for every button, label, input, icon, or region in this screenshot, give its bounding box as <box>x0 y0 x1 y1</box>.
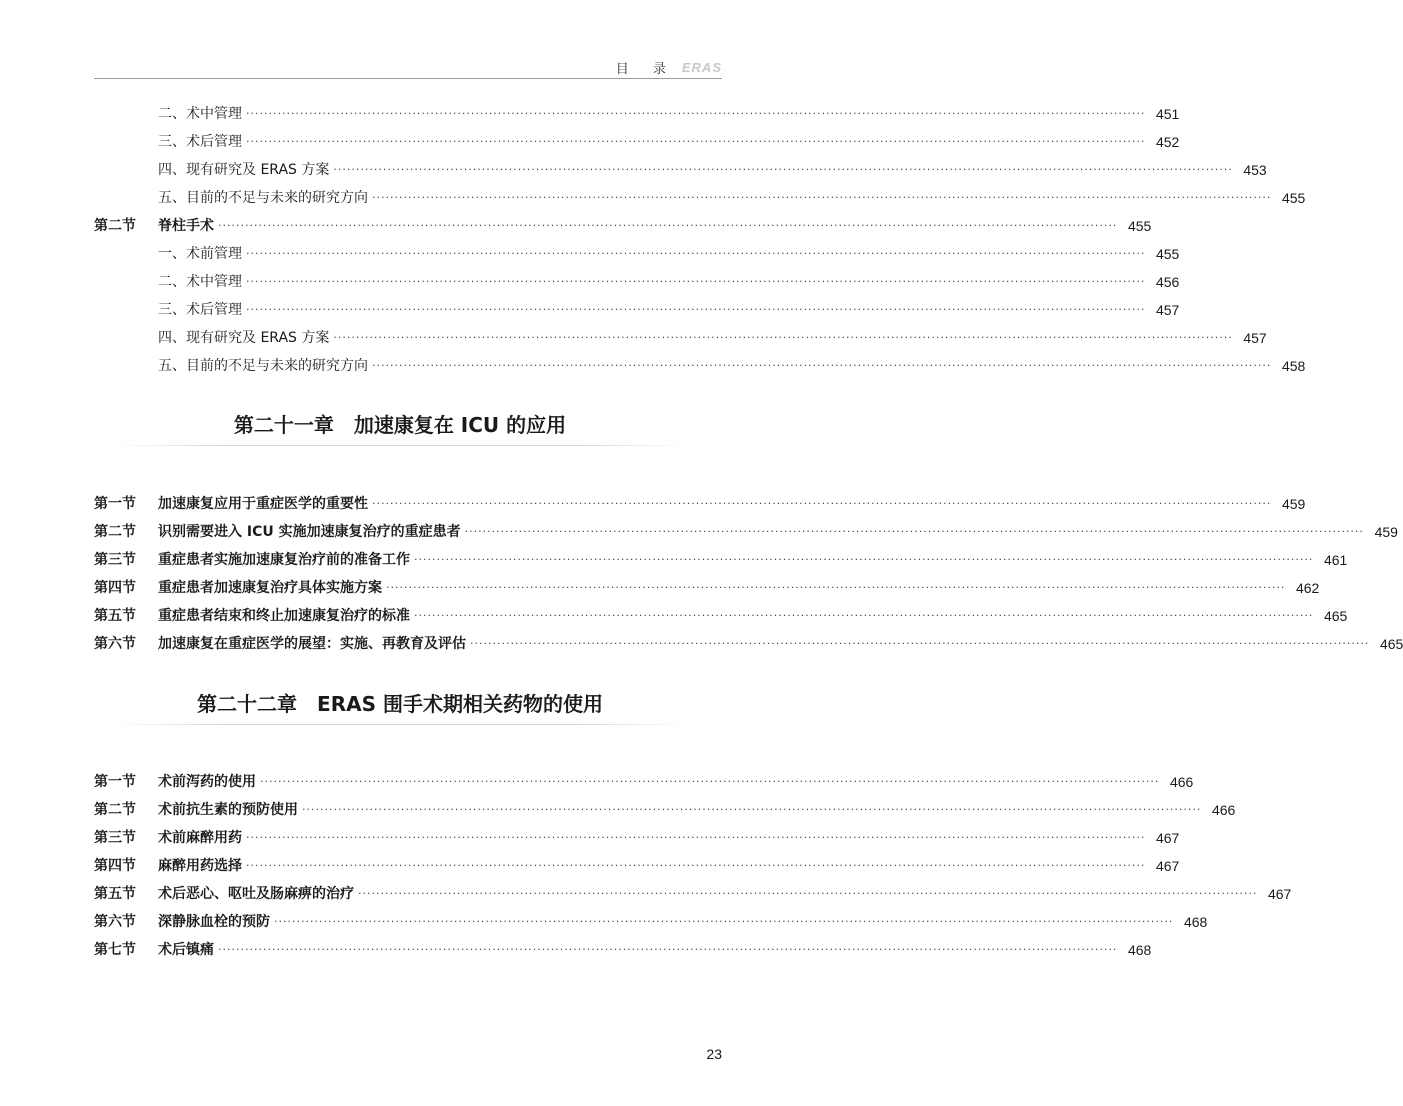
toc-section-number: 第四节 <box>94 580 136 596</box>
toc-section-number: 第五节 <box>94 608 136 624</box>
toc-leader: ········································································································································································································ <box>302 803 1202 816</box>
toc-entry-title: 术后恶心、呕吐及肠麻痹的治疗 <box>158 886 354 902</box>
chapter-22-title[interactable]: 第二十二章 ERAS 围手术期相关药物的使用 <box>197 692 603 716</box>
toc-section-number: 第六节 <box>94 636 136 652</box>
toc-section-number: 第一节 <box>94 774 136 790</box>
toc-leader: ········································································································································································································ <box>414 553 1314 566</box>
chapter-divider <box>110 724 690 725</box>
toc-entry-title: 术前泻药的使用 <box>158 774 256 790</box>
toc-section-entry[interactable] <box>94 214 1152 238</box>
toc-entry-title: 三、术后管理 <box>158 302 242 318</box>
header-title-group <box>616 58 722 77</box>
toc-leader: ········································································································································································································ <box>246 303 1146 316</box>
toc-entry-page: 455 <box>1127 218 1152 234</box>
toc-entry-title: 深静脉血栓的预防 <box>158 914 270 930</box>
toc-section-number: 第四节 <box>94 858 136 874</box>
toc-entry-title: 术前抗生素的预防使用 <box>158 802 298 818</box>
toc-entry-title: 重症患者实施加速康复治疗前的准备工作 <box>158 552 410 568</box>
toc-entry-page: 456 <box>1155 274 1180 290</box>
toc-entry-title: 五、目前的不足与未来的研究方向 <box>158 358 368 374</box>
toc-entry-title: 重症患者结束和终止加速康复治疗的标准 <box>158 608 410 624</box>
toc-leader: ········································································································································································································ <box>372 191 1272 204</box>
toc-entry-title: 麻醉用药选择 <box>158 858 242 874</box>
toc-entry[interactable] <box>158 242 1180 266</box>
toc-entry-page: 452 <box>1155 134 1180 150</box>
toc-entry-title: 二、术中管理 <box>158 106 242 122</box>
toc-entry-title: 重症患者加速康复治疗具体实施方案 <box>158 580 382 596</box>
toc-leader: ········································································································································································································ <box>218 943 1118 956</box>
toc-entry-page: 462 <box>1295 580 1320 596</box>
toc-entry-page: 466 <box>1169 774 1194 790</box>
toc-leader: ········································································································································································································ <box>246 135 1146 148</box>
toc-entry[interactable] <box>158 130 1180 154</box>
toc-leader: ········································································································································································································ <box>414 609 1314 622</box>
toc-leader: ········································································································································································································ <box>372 497 1272 510</box>
toc-leader: ········································································································································································································ <box>260 775 1160 788</box>
toc-entry-title: 四、现有研究及 ERAS 方案 <box>158 162 330 178</box>
chapter-divider <box>110 445 690 446</box>
toc-section-entry[interactable] <box>94 854 1180 878</box>
toc-entry-page: 458 <box>1281 358 1306 374</box>
toc-section-entry[interactable] <box>94 548 1348 572</box>
toc-section-number: 第一节 <box>94 496 136 512</box>
toc-leader: ········································································································································································································ <box>246 859 1146 872</box>
toc-entry[interactable] <box>158 298 1180 322</box>
toc-section-number: 第二节 <box>94 524 136 540</box>
toc-entry-title: 一、术前管理 <box>158 246 242 262</box>
toc-entry-page: 461 <box>1323 552 1348 568</box>
toc-entry[interactable] <box>158 158 1267 182</box>
toc-entry-title: 加速康复应用于重症医学的重要性 <box>158 496 368 512</box>
header-title: 目 录 <box>615 62 676 77</box>
chapter-21-title[interactable]: 第二十一章 加速康复在 ICU 的应用 <box>233 413 567 437</box>
toc-section-entry[interactable] <box>94 798 1236 822</box>
header-brand-logo: ERAS <box>681 60 722 75</box>
toc-entry-title: 术后镇痛 <box>158 942 214 958</box>
toc-entry-title: 五、目前的不足与未来的研究方向 <box>158 190 368 206</box>
toc-entry-page: 465 <box>1323 608 1348 624</box>
toc-entry-page: 465 <box>1379 636 1403 652</box>
toc-section-number: 第五节 <box>94 886 136 902</box>
toc-entry-page: 455 <box>1281 190 1306 206</box>
toc-entry-title: 术前麻醉用药 <box>158 830 242 846</box>
toc-entry-page: 466 <box>1211 802 1236 818</box>
toc-leader: ········································································································································································································ <box>218 219 1118 232</box>
toc-entry-page: 459 <box>1281 496 1306 512</box>
toc-section-entry[interactable] <box>94 576 1320 600</box>
toc-section-entry[interactable] <box>94 492 1306 516</box>
toc-entry-page: 467 <box>1267 886 1292 902</box>
toc-leader: ········································································································································································································ <box>358 887 1258 900</box>
toc-entry-page: 467 <box>1155 830 1180 846</box>
toc-entry-title: 识别需要进入 ICU 实施加速康复治疗的重症患者 <box>158 524 461 540</box>
toc-leader: ········································································································································································································ <box>246 107 1146 120</box>
toc-section-entry[interactable] <box>94 938 1152 962</box>
toc-entry-title: 三、术后管理 <box>158 134 242 150</box>
toc-leader: ········································································································································································································ <box>246 247 1146 260</box>
toc-entry-title: 四、现有研究及 ERAS 方案 <box>158 330 330 346</box>
toc-section-entry[interactable] <box>94 826 1180 850</box>
toc-leader: ········································································································································································································ <box>333 331 1233 344</box>
toc-entry-page: 457 <box>1155 302 1180 318</box>
toc-section-entry[interactable] <box>94 632 1403 656</box>
toc-entry-title: 脊柱手术 <box>158 218 214 234</box>
toc-section-number: 第七节 <box>94 942 136 958</box>
toc-section-entry[interactable] <box>94 910 1208 934</box>
toc-leader: ········································································································································································································ <box>333 163 1233 176</box>
toc-entry-page: 455 <box>1155 246 1180 262</box>
toc-entry-page: 459 <box>1374 524 1398 540</box>
toc-section-entry[interactable] <box>94 604 1348 628</box>
toc-entry-page: 453 <box>1243 162 1267 178</box>
toc-section-number: 第三节 <box>94 830 136 846</box>
toc-entry[interactable] <box>158 186 1306 210</box>
page-header <box>94 54 722 79</box>
toc-leader: ········································································································································································································ <box>246 831 1146 844</box>
toc-entry[interactable] <box>158 354 1306 378</box>
toc-entry-page: 451 <box>1155 106 1180 122</box>
toc-leader: ········································································································································································································ <box>246 275 1146 288</box>
toc-entry[interactable] <box>158 270 1180 294</box>
toc-section-entry[interactable] <box>94 770 1194 794</box>
toc-section-entry[interactable] <box>94 882 1292 906</box>
toc-entry-page: 467 <box>1155 858 1180 874</box>
toc-leader: ········································································································································································································ <box>274 915 1174 928</box>
page-number: 23 <box>706 1046 722 1062</box>
toc-entry-page: 468 <box>1127 942 1152 958</box>
toc-leader: ········································································································································································································ <box>386 581 1286 594</box>
toc-section-number: 第六节 <box>94 914 136 930</box>
toc-entry-page: 457 <box>1243 330 1267 346</box>
toc-section-number: 第二节 <box>94 802 136 818</box>
toc-section-number: 第二节 <box>94 218 136 234</box>
toc-entry-title: 加速康复在重症医学的展望：实施、再教育及评估 <box>158 636 466 652</box>
toc-entry-title: 二、术中管理 <box>158 274 242 290</box>
toc-leader: ········································································································································································································ <box>470 637 1370 650</box>
toc-section-number: 第三节 <box>94 552 136 568</box>
toc-section-entry[interactable] <box>94 520 1398 544</box>
toc-leader: ········································································································································································································ <box>464 525 1364 538</box>
toc-entry-page: 468 <box>1183 914 1208 930</box>
toc-leader: ········································································································································································································ <box>372 359 1272 372</box>
toc-entry[interactable] <box>158 326 1267 350</box>
toc-entry[interactable] <box>158 102 1180 126</box>
